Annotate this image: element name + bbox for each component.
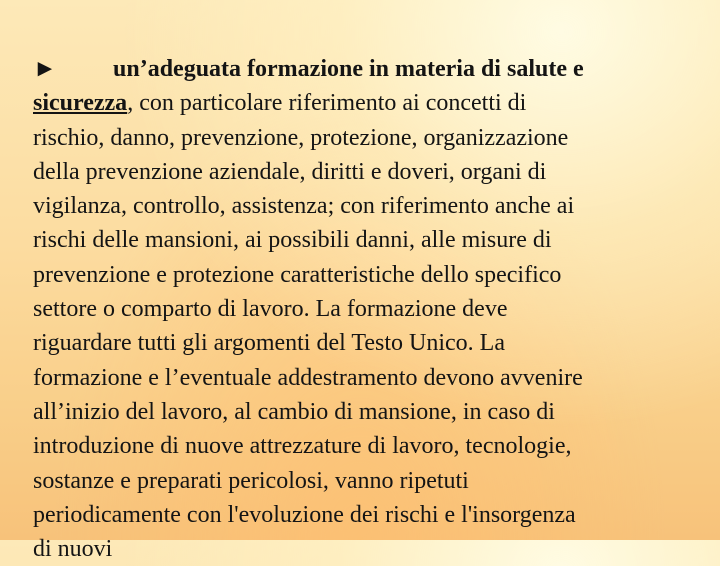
slide-body-text — [33, 52, 693, 566]
bullet-arrow-icon: ► — [33, 56, 57, 82]
lead-bold-text: un’adeguata formazione in materia di salute e — [113, 56, 584, 82]
body-text: , con particolare riferimento ai concetti di rischio, danno, prevenzione, protezione, organizzazione della prevenzione aziendale, diritti e doveri, organi di vigilanza, controllo, assistenza; con riferimento anche ai rischi delle mansioni, ai possibili danni, alle misure di prevenzione e protezione caratteristiche dello specifico settore o comparto di lavoro. La formazione deve riguardare tutti gli argomenti del Testo Unico. La formazione e l’eventuale addestramento devono avvenire all’inizio del lavoro, al cambio di mansione, in caso di introduzione di nuove attrezzature di lavoro, tecnologie, sostanze e preparati pericolosi, vanno ripetuti periodicamente con l'evoluzione dei rischi e l'insorgenza di nuovi — [33, 90, 583, 563]
lead-underlined-text: sicurezza — [33, 90, 128, 117]
